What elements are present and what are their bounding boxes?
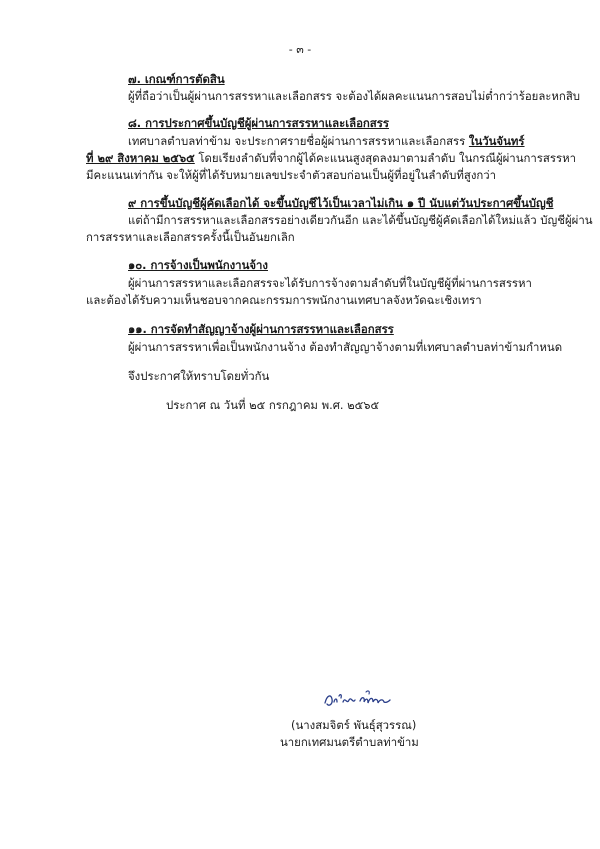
section-8-body-line-2-text: โดยเรียงลำดับที่จากผู้ได้คะแนนสูงสุดลงมาตามลำดับ ในกรณีผู้ผ่านการสรรหา [198,151,576,165]
section-11-body-line-1: ผู้ผ่านการสรรหาเพื่อเป็นพนักงานจ้าง ต้องทำสัญญาจ้างตามที่เทศบาลตำบลท่าข้ามกำหนด [128,340,563,354]
section-11-heading: ๑๑. การจัดทำสัญญาจ้างผู้ผ่านการสรรหาและเลือกสรร [128,322,394,336]
signer-name: (นางสมจิตร์ พันธุ์สุวรรณ) [291,718,417,732]
section-8-heading: ๘. การประกาศขึ้นบัญชีผู้ผ่านการสรรหาและเลือกสรร [128,116,389,130]
section-7-body-line-1: ผู้ที่ถือว่าเป็นผู้ผ่านการสรรหาและเลือกสรร จะต้องได้ผลคะแนนการสอบไม่ต่ำกว่าร้อยละหกสิบ [128,89,581,103]
section-9-body-line-2: การสรรหาและเลือกสรรครั้งนี้เป็นอันยกเลิก [86,230,295,244]
section-8-date-emphasis-end: ที่ ๒๙ สิงหาคม ๒๕๖๕ [86,151,195,165]
section-10-heading: ๑๐. การจ้างเป็นพนักงานจ้าง [128,258,268,272]
section-9-heading: ๙ การขึ้นบัญชีผู้คัดเลือกได้ จะขึ้นบัญชีไว้เป็นเวลาไม่เกิน ๑ ปี นับแต่วันประกาศขึ้นบัญชี [128,196,554,210]
section-7-heading: ๗. เกณฑ์การตัดสิน [128,72,225,86]
section-10-body-line-1: ผู้ผ่านการสรรหาและเลือกสรรจะได้รับการจ้างตามลำดับที่ในบัญชีผู้ที่ผ่านการสรรหา [128,276,532,290]
section-8-date-emphasis-start: ในวันจันทร์ [468,134,525,148]
section-8-body-line-1-text: เทศบาลตำบลท่าข้าม จะประกาศรายชื่อผู้ผ่านการสรรหาและเลือกสรร [128,134,466,148]
closing-statement: จึงประกาศให้ทราบโดยทั่วกัน [128,369,270,383]
section-8-body-line-3: มีคะแนนเท่ากัน จะให้ผู้ที่ได้รับหมายเลขประจำตัวสอบก่อนเป็นผู้ที่อยู่ในลำดับที่สูงกว่า [86,168,497,182]
section-9-body-line-1: แต่ถ้ามีการสรรหาและเลือกสรรอย่างเดียวกันอีก และได้ขึ้นบัญชีผู้คัดเลือกได้ใหม่แล้ว บัญชีผู้ผ่าน [128,213,593,227]
section-8-body-line-1 [128,133,525,149]
section-10-body-line-2: และต้องได้รับความเห็นชอบจากคณะกรรมการพนักงานเทศบาลจังหวัดฉะเชิงเทรา [86,293,482,307]
announcement-date: ประกาศ ณ วันที่ ๒๕ กรกฎาคม พ.ศ. ๒๕๖๕ [166,398,380,412]
handwritten-signature [322,686,392,712]
signer-title: นายกเทศมนตรีตำบลท่าข้าม [280,735,419,749]
section-8-body-line-2 [86,150,576,166]
page-number: - ๓ - [288,43,312,56]
